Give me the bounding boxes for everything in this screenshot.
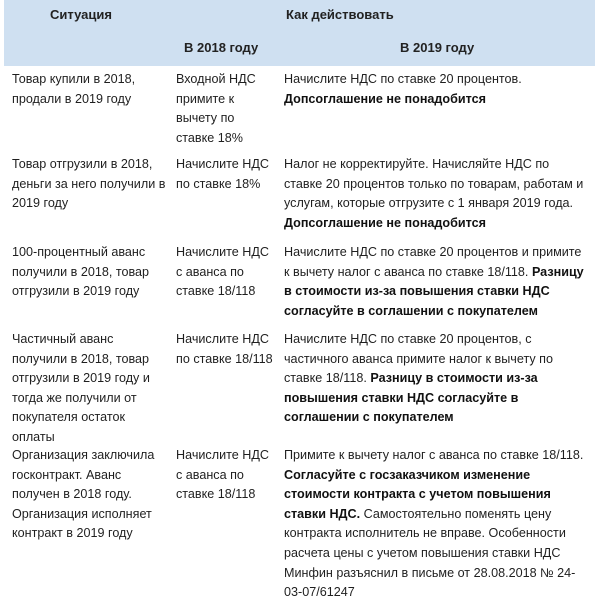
action-2019-text: Примите к вычету налог с аванса по ставке 18/118. — [284, 448, 584, 462]
action-2018-cell: Входной НДС примите к вычету по ставке 18% — [176, 72, 256, 145]
header-in-2019: В 2019 году — [400, 40, 475, 55]
header-situation: Ситуация — [50, 7, 112, 22]
action-2019-emphasis: Допсоглашение не понадобится — [284, 215, 486, 230]
action-2019-emphasis: Разницу в стоимости из-за повышения ставки НДС согласуйте в соглашении с покупателем — [284, 371, 538, 425]
action-2019-emphasis: Согласуйте с госзаказчиком изменение стоимости контракта с учетом повышения ставки НДС. — [284, 467, 551, 521]
action-2019-tail: Самостоятельно поменять цену контракта исполнитель не вправе. Особенности расчета цены с учетом повышения ставки НДС Минфин разъяснил в письме от 28.08.2018 № 24-03-07/61247 — [284, 506, 576, 600]
situation-cell: Товар купили в 2018, продали в 2019 году — [12, 72, 136, 106]
situation-cell: 100-процентный аванс получили в 2018, товар отгрузили в 2019 году — [12, 245, 150, 299]
action-2019-cell — [284, 70, 590, 109]
situation-cell: Товар отгрузили в 2018, деньги за него получили в 2019 году — [12, 157, 166, 211]
action-2019-cell — [284, 243, 590, 321]
action-2019-emphasis: Допсоглашение не понадобится — [284, 91, 486, 106]
action-2018-cell: Начислите НДС с аванса по ставке 18/118 — [176, 245, 269, 299]
action-2019-cell — [284, 155, 590, 233]
header-how-to-act: Как действовать — [286, 7, 394, 22]
vat-transition-table — [4, 0, 595, 600]
action-2018-cell: Начислите НДС с аванса по ставке 18/118 — [176, 448, 269, 502]
action-2019-text: Начислите НДС по ставке 20 процентов. — [284, 72, 522, 86]
action-2018-cell: Начислите НДС по ставке 18% — [176, 157, 269, 191]
situation-cell: Организация заключила госконтракт. Аванс получен в 2018 году. Организация исполняет контракт в 2019 году — [12, 448, 155, 541]
action-2019-emphasis: Разницу в стоимости из-за повышения ставки НДС согласуйте в соглашении с покупателем — [284, 264, 584, 318]
header-in-2018: В 2018 году — [184, 40, 259, 55]
table-header — [4, 0, 595, 66]
action-2019-text: Налог не корректируйте. Начисляйте НДС по ставке 20 процентов только по товарам, работам и услугам, которые отгрузите с 1 января 2019 года. — [284, 157, 584, 211]
action-2019-cell — [284, 330, 590, 428]
action-2019-text: Начислите НДС по ставке 20 процентов и примите к вычету налог с аванса по ставке 18/118. — [284, 245, 582, 279]
action-2018-cell: Начислите НДС по ставке 18/118 — [176, 332, 273, 366]
situation-cell: Частичный аванс получили в 2018, товар отгрузили в 2019 году и тогда же получили от покупателя остаток оплаты — [12, 332, 150, 444]
action-2019-cell — [284, 446, 590, 603]
action-2019-text: Начислите НДС по ставке 20 процентов, с частичного аванса примите налог к вычету по ставке 18/118. — [284, 332, 553, 386]
